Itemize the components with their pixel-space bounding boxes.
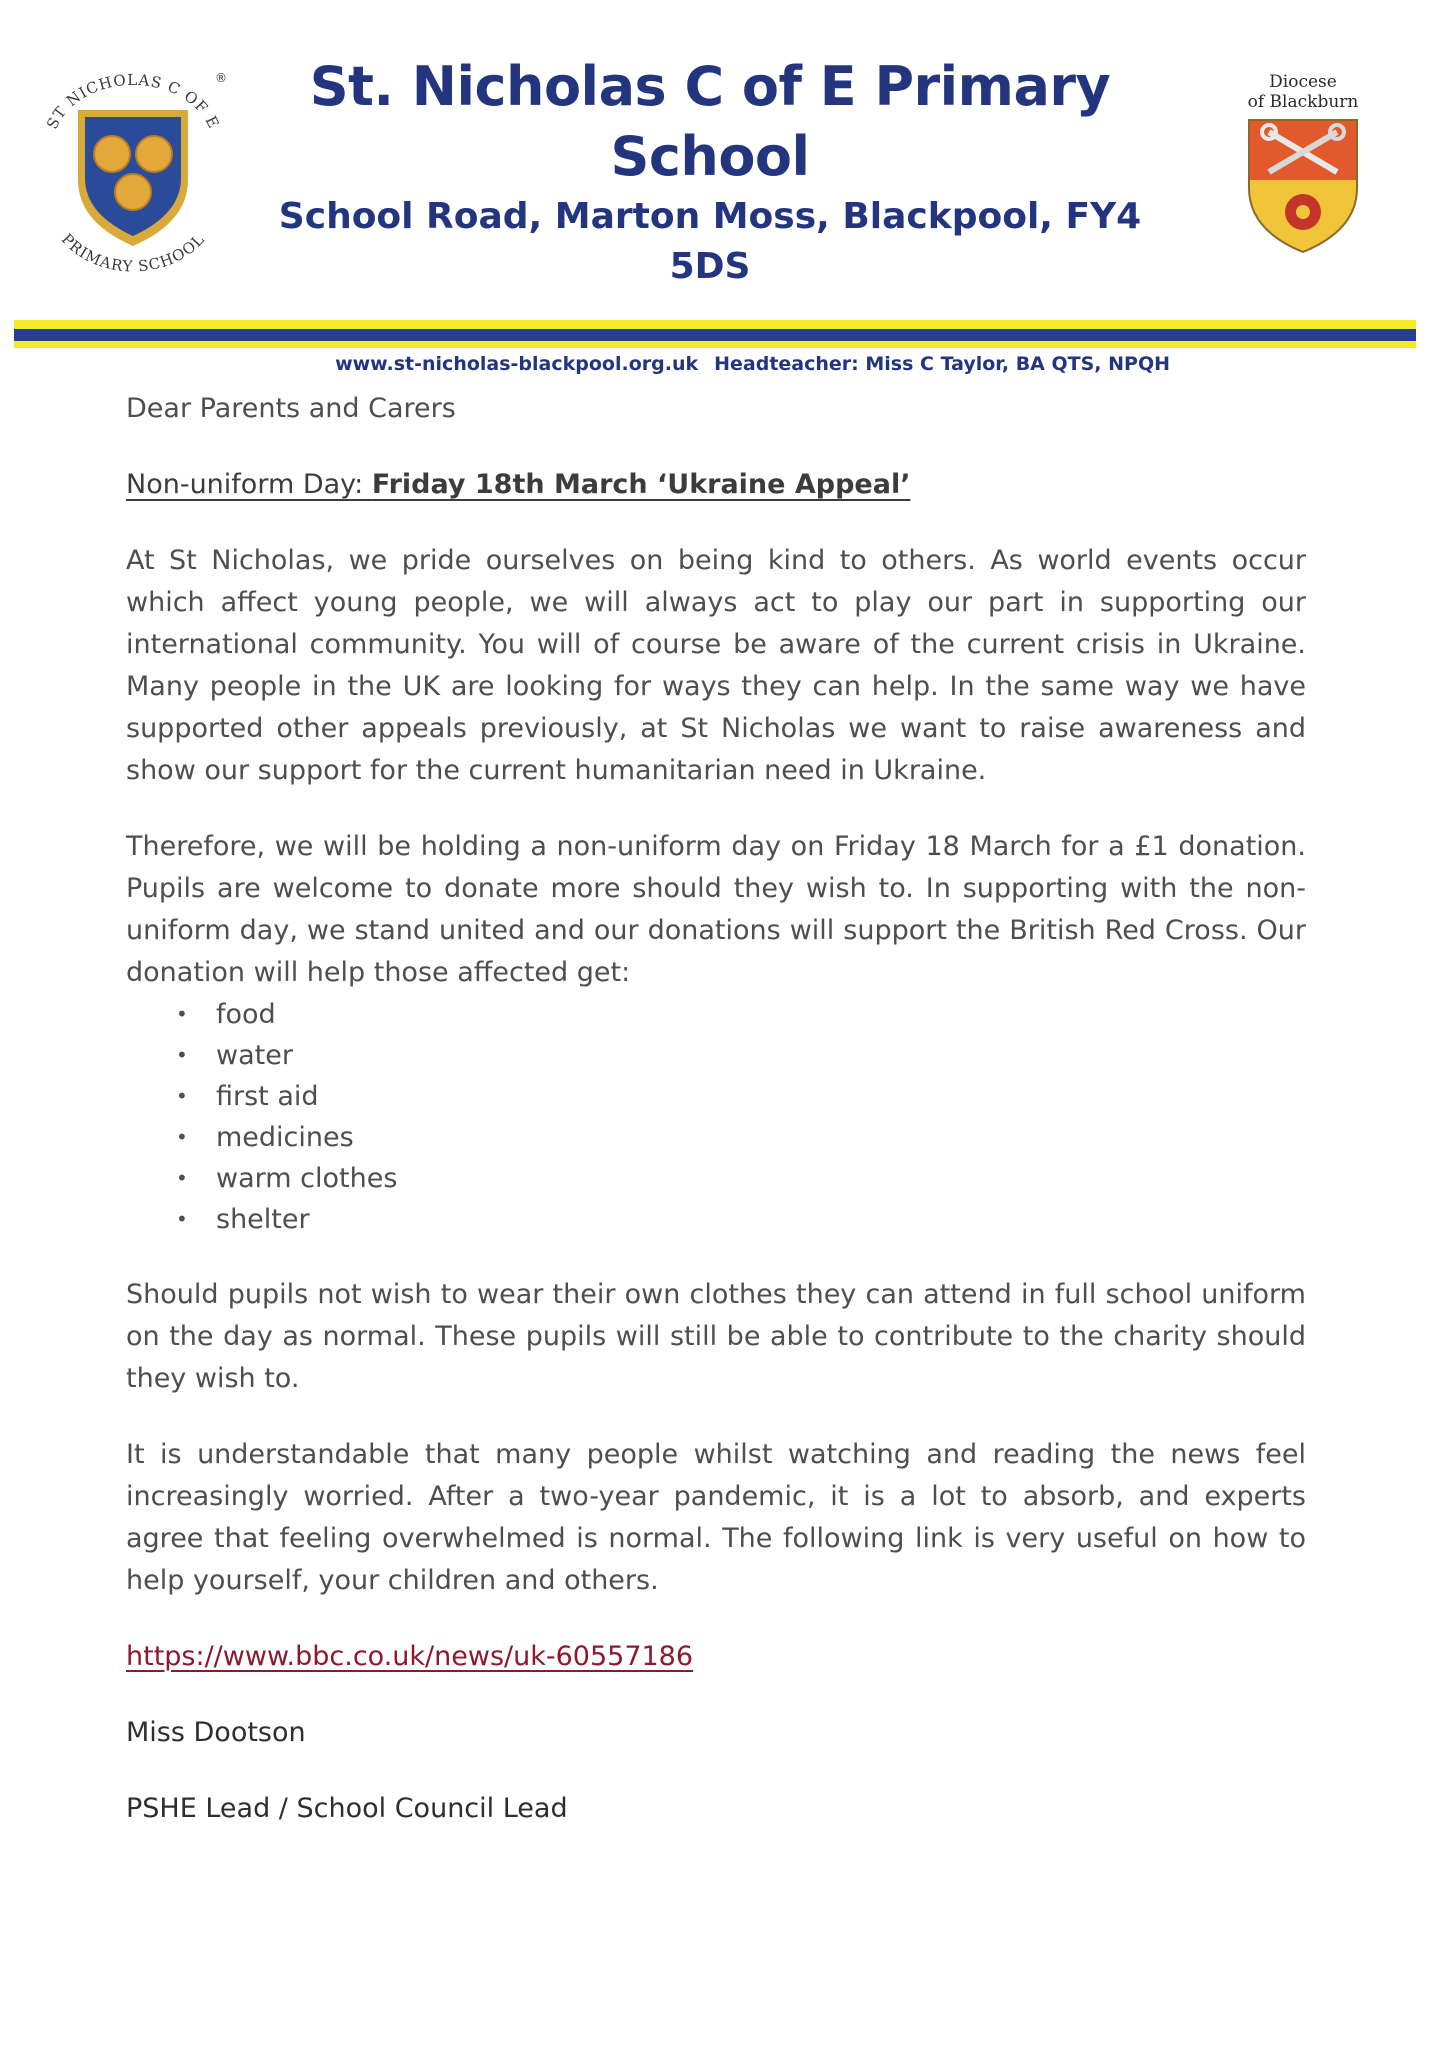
school-crest-graphic (38, 62, 228, 282)
salutation: Dear Parents and Carers (126, 393, 456, 424)
header-divider (14, 320, 1416, 354)
list-item: • medicines (176, 1122, 354, 1153)
letter-subject (126, 464, 1306, 506)
list-item: • warm clothes (176, 1163, 398, 1194)
paragraph-intro: At St Nicholas, we pride ourselves on being kind to others. As world events occur which affect young people, we will always act to play our part in supporting our international community. You will of course be aware of the current crisis in Ukraine. Many people in the UK are looking for ways they can help. In the same way we have supported other appeals previously, at St Nicholas we want to raise awareness and show our support for the current humanitarian need in Ukraine. (126, 545, 1306, 786)
diocese-shield-icon (1247, 118, 1359, 254)
list-item: • water (176, 1040, 293, 1071)
signoff-name: Miss Dootson (126, 1717, 306, 1748)
list-item: • shelter (176, 1204, 310, 1235)
school-crest-logo (38, 62, 228, 282)
headteacher: Headteacher: Miss C Taylor, BA QTS, NPQH (714, 353, 1170, 375)
bbc-news-link[interactable]: https://www.bbc.co.uk/news/uk-60557186 (126, 1641, 694, 1672)
school-name: St. Nicholas C of E Primary School (309, 55, 1111, 188)
paragraph-uniform: Should pupils not wish to wear their own clothes they can attend in full school uniform on the day as normal. These pupils will still be able to contribute to the charity should they wish to. (126, 1279, 1306, 1394)
website: www.st-nicholas-blackpool.org.uk (335, 353, 699, 375)
registered-mark: ® (215, 71, 227, 85)
school-address: School Road, Marton Moss, Blackpool, FY4 5DS (278, 196, 1142, 287)
subject-title: Friday 18th March ‘Ukraine Appeal’ (371, 469, 911, 500)
list-item: • food (176, 999, 276, 1030)
signoff-role: PSHE Lead / School Council Lead (126, 1793, 568, 1824)
crest-bottom-text: PRIMARY SCHOOL (57, 230, 209, 276)
needs-list (126, 994, 1306, 1240)
diocese-logo (1236, 72, 1370, 262)
paragraph-wellbeing: It is understandable that many people whilst watching and reading the news feel increasingly worried. After a two-year pandemic, it is a lot to absorb, and experts agree that feeling overwhelmed is normal. The following link is very useful on how to help yourself, your children and others. (126, 1439, 1306, 1596)
list-item: • first aid (176, 1081, 319, 1112)
diocese-line-1: Diocese (1269, 72, 1337, 92)
letter-body (126, 388, 1306, 1864)
diocese-line-2: of Blackburn (1247, 92, 1359, 112)
subject-prefix: Non-uniform Day: (126, 469, 372, 500)
paragraph-donation: Therefore, we will be holding a non-uniform day on Friday 18 March for a £1 donation. Pupils are welcome to donate more should they wish to. In supporting with the non-uniform day, we stand united and our donations will support the British Red Cross. Our donation will help those affected get: (126, 831, 1306, 988)
crest-top-text: ST NICHOLAS C OF E (43, 70, 223, 132)
